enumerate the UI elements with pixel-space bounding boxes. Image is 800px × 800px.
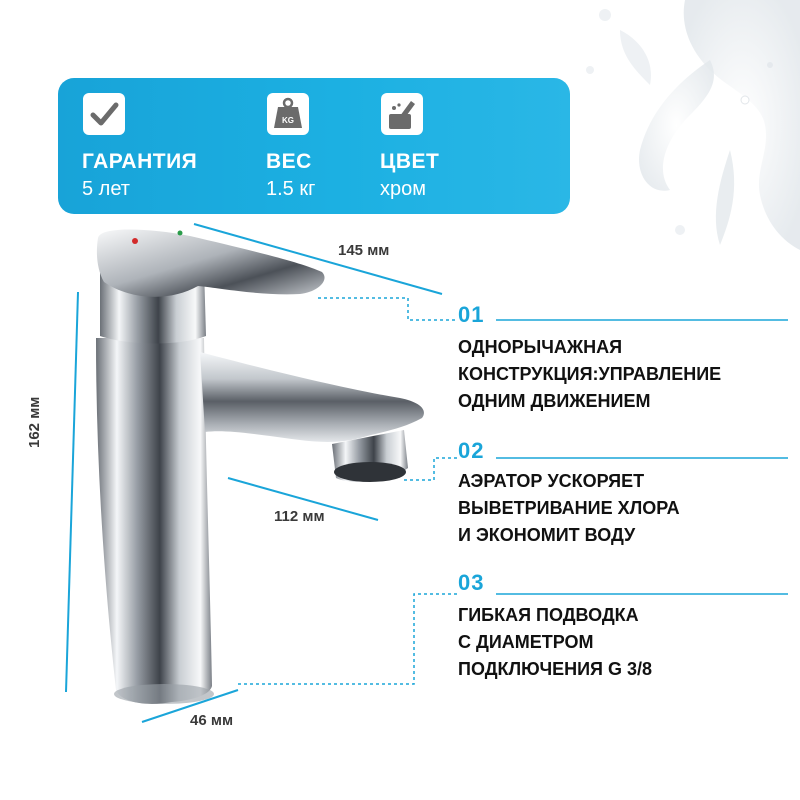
leader-line-02	[404, 458, 458, 480]
feature-03-line-1: ГИБКАЯ ПОДВОДКА	[458, 605, 639, 625]
weight-value: 1.5 кг	[266, 178, 316, 200]
leader-line-03	[238, 594, 458, 684]
color-title: ЦВЕТ	[380, 150, 440, 173]
weight-icon-label: KG	[282, 116, 294, 125]
feature-01-line-3: ОДНИМ ДВИЖЕНИЕМ	[458, 391, 651, 411]
warranty-value: 5 лет	[82, 178, 130, 200]
dimension-label-width: 145 мм	[338, 242, 390, 259]
feature-text-03	[458, 602, 788, 683]
aerator-mesh	[334, 462, 406, 482]
warranty-title: ГАРАНТИЯ	[82, 150, 198, 173]
feature-number-03: 03	[458, 570, 485, 595]
weight-title: ВЕС	[266, 150, 312, 173]
feature-number-02: 02	[458, 438, 485, 463]
leader-line-01	[318, 298, 458, 320]
feature-number-01: 01	[458, 302, 485, 327]
feature-text-02	[458, 468, 788, 549]
feature-02-line-3: И ЭКОНОМИТ ВОДУ	[458, 525, 636, 545]
faucet-lever	[97, 230, 325, 297]
feature-02-line-2: ВЫВЕТРИВАНИЕ ХЛОРА	[458, 498, 680, 518]
color-value: хром	[380, 178, 426, 200]
dimension-label-spout: 112 мм	[274, 508, 325, 525]
feature-03-line-3: ПОДКЛЮЧЕНИЯ G 3/8	[458, 659, 653, 679]
faucet-spout	[200, 352, 424, 442]
feature-text-01	[458, 334, 788, 415]
faucet-body	[96, 338, 212, 704]
feature-03-line-2: С ДИАМЕТРОМ	[458, 632, 594, 652]
dimension-label-height: 162 мм	[26, 396, 43, 448]
dimension-line-height	[66, 292, 78, 692]
feature-01-line-2: КОНСТРУКЦИЯ:УПРАВЛЕНИЕ	[458, 364, 722, 384]
feature-01-line-1: ОДНОРЫЧАЖНАЯ	[458, 337, 623, 357]
cold-indicator-icon	[178, 231, 183, 236]
dimension-label-base: 46 мм	[190, 712, 234, 729]
feature-02-line-1: АЭРАТОР УСКОРЯЕТ	[458, 471, 645, 491]
hot-indicator-icon	[132, 238, 138, 244]
